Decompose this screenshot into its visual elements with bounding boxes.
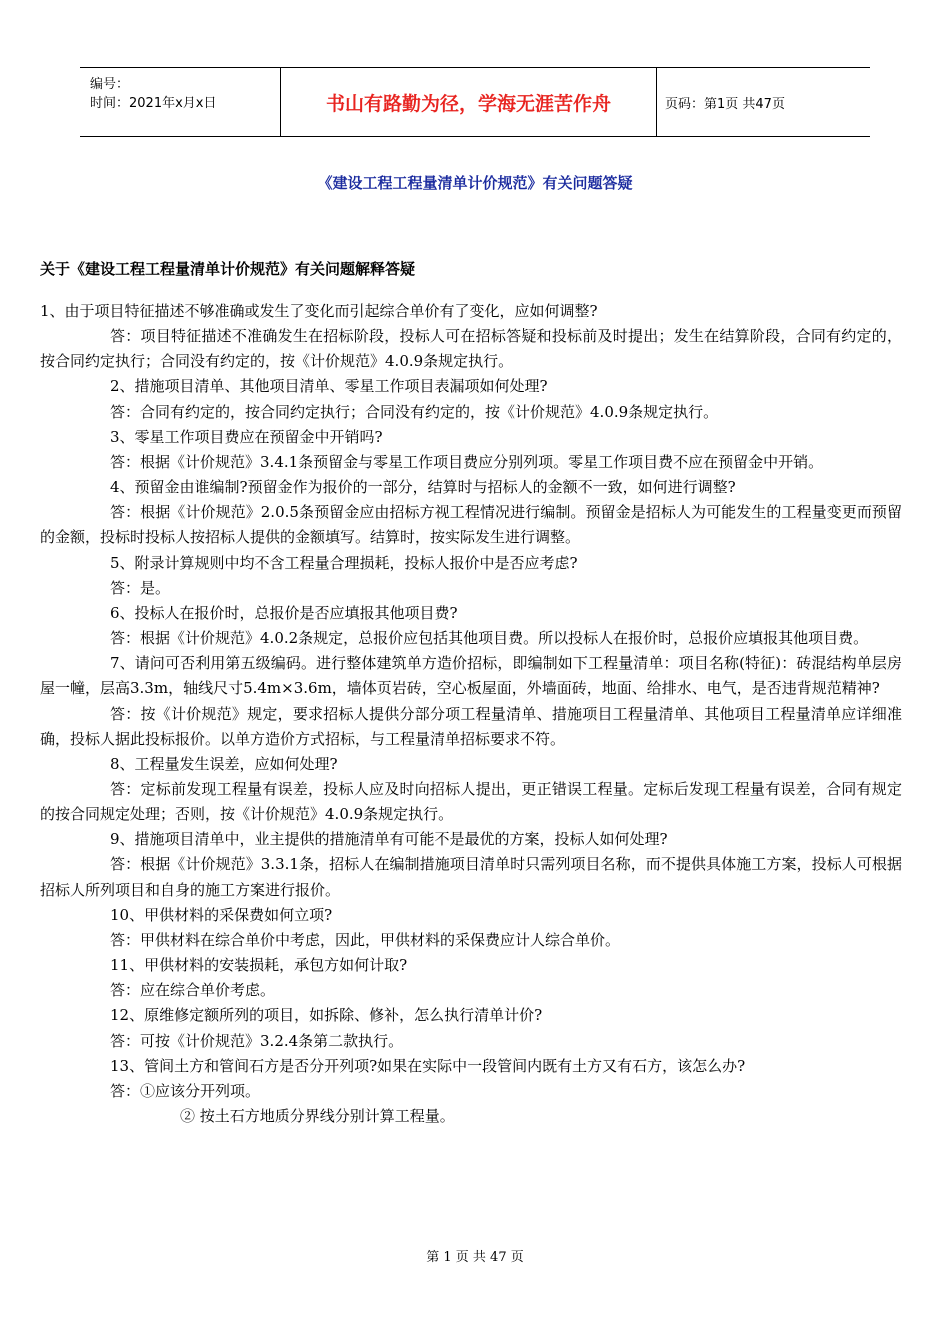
answer-1: 答：项目特征描述不准确发生在招标阶段，投标人可在招标答疑和投标前及时提出；发生在结算阶段，合同有约定的，按合同约定执行；合同没有约定的，按《计价规范》4.0.9条规定执行。	[40, 327, 902, 371]
question-11: 11、甲供材料的安装损耗，承包方如何计取?	[110, 956, 408, 975]
page-header	[80, 67, 870, 137]
header-slogan: 书山有路勤为径，学海无涯苦作舟	[281, 68, 657, 136]
question-1: 1、由于项目特征描述不够准确或发生了变化而引起综合单价有了变化，应如何调整?	[40, 302, 598, 320]
document-body	[40, 299, 902, 1129]
doc-time-label: 时间：2021年x月x日	[90, 96, 217, 111]
question-4: 4、预留金由谁编制?预留金作为报价的一部分，结算时与招标人的金额不一致，如何进行调整?	[110, 478, 736, 497]
answer-3: 答：根据《计价规范》3.4.1条预留金与零星工作项目费应分别列项。零星工作项目费不应在预留金中开销。	[110, 452, 824, 471]
answer-9: 答：根据《计价规范》3.3.1条，招标人在编制措施项目清单时只需列项目名称，而不提供具体施工方案，投标人可根据招标人所列项目和自身的施工方案进行报价。	[40, 855, 902, 899]
answer-7: 答：按《计价规范》规定，要求招标人提供分部分项工程量清单、措施项目工程量清单、其他项目工程量清单应详细准确，投标人据此投标报价。以单方造价方式招标，与工程量清单招标要求不符。	[40, 704, 902, 748]
answer-2: 答：合同有约定的，按合同约定执行；合同没有约定的，按《计价规范》4.0.9条规定执行。	[110, 402, 719, 421]
answer-8: 答：定标前发现工程量有误差，投标人应及时向招标人提出，更正错误工程量。定标后发现工程量有误差，合同有规定的按合同规定处理；否则，按《计价规范》4.0.9条规定执行。	[40, 779, 902, 824]
question-7: 7、请问可否利用第五级编码。进行整体建筑单方造价招标，即编制如下工程量清单：项目名称(特征)：砖混结构单层房屋一幢，层高3.3m，轴线尺寸5.4m×3.6m，墙体页岩砖，空心板屋面，外墙面砖，地面、给排水、电气，是否违背规范精神?	[40, 654, 902, 698]
answer-4: 答：根据《计价规范》2.0.5条预留金应由招标方视工程情况进行编制。预留金是招标人为可能发生的工程量变更而预留的金额，投标时投标人按招标人提供的金额填写。结算时，按实际发生进行调整。	[40, 503, 902, 547]
doc-number-label: 编号：	[90, 77, 130, 92]
answer-6: 答：根据《计价规范》4.0.2条规定，总报价应包括其他项目费。所以投标人在报价时，总报价应填报其他项目费。	[110, 629, 869, 648]
question-6: 6、投标人在报价时，总报价是否应填报其他项目费?	[110, 603, 458, 622]
question-3: 3、零星工作项目费应在预留金中开销吗?	[110, 427, 383, 446]
answer-13-part-2: ② 按土石方地质分界线分别计算工程量。	[180, 1107, 455, 1125]
answer-13-part-1: 答：①应该分开列项。	[110, 1081, 261, 1100]
answer-11: 答：应在综合单价考虑。	[110, 981, 276, 1000]
answer-12: 答：可按《计价规范》3.2.4条第二款执行。	[110, 1031, 404, 1050]
answer-10: 答：甲供材料在综合单价中考虑，因此，甲供材料的采保费应计人综合单价。	[110, 930, 621, 949]
question-8: 8、工程量发生误差，应如何处理?	[110, 754, 338, 773]
question-2: 2、措施项目清单、其他项目清单、零星工作项目表漏项如何处理?	[110, 377, 548, 396]
document-subtitle: 关于《建设工程工程量清单计价规范》有关问题解释答疑	[40, 260, 416, 278]
question-13: 13、管间土方和管间石方是否分开列项?如果在实际中一段管间内既有土方又有石方，该怎么办?	[110, 1056, 746, 1075]
question-12: 12、原维修定额所列的项目，如拆除、修补，怎么执行清单计价?	[110, 1006, 543, 1025]
question-5: 5、附录计算规则中均不含工程量合理损耗，投标人报价中是否应考虑?	[110, 553, 578, 572]
question-10: 10、甲供材料的采保费如何立项?	[110, 905, 333, 924]
header-page-info: 页码：第1页 共47页	[665, 96, 785, 112]
question-9: 9、措施项目清单中，业主提供的措施清单有可能不是最优的方案，投标人如何处理?	[110, 830, 668, 849]
answer-5: 答：是。	[110, 578, 171, 597]
header-meta-cell	[80, 68, 281, 136]
page-footer: 第 1 页 共 47 页	[426, 1250, 524, 1265]
document-title: 《建设工程工程量清单计价规范》有关问题答疑	[317, 174, 633, 192]
